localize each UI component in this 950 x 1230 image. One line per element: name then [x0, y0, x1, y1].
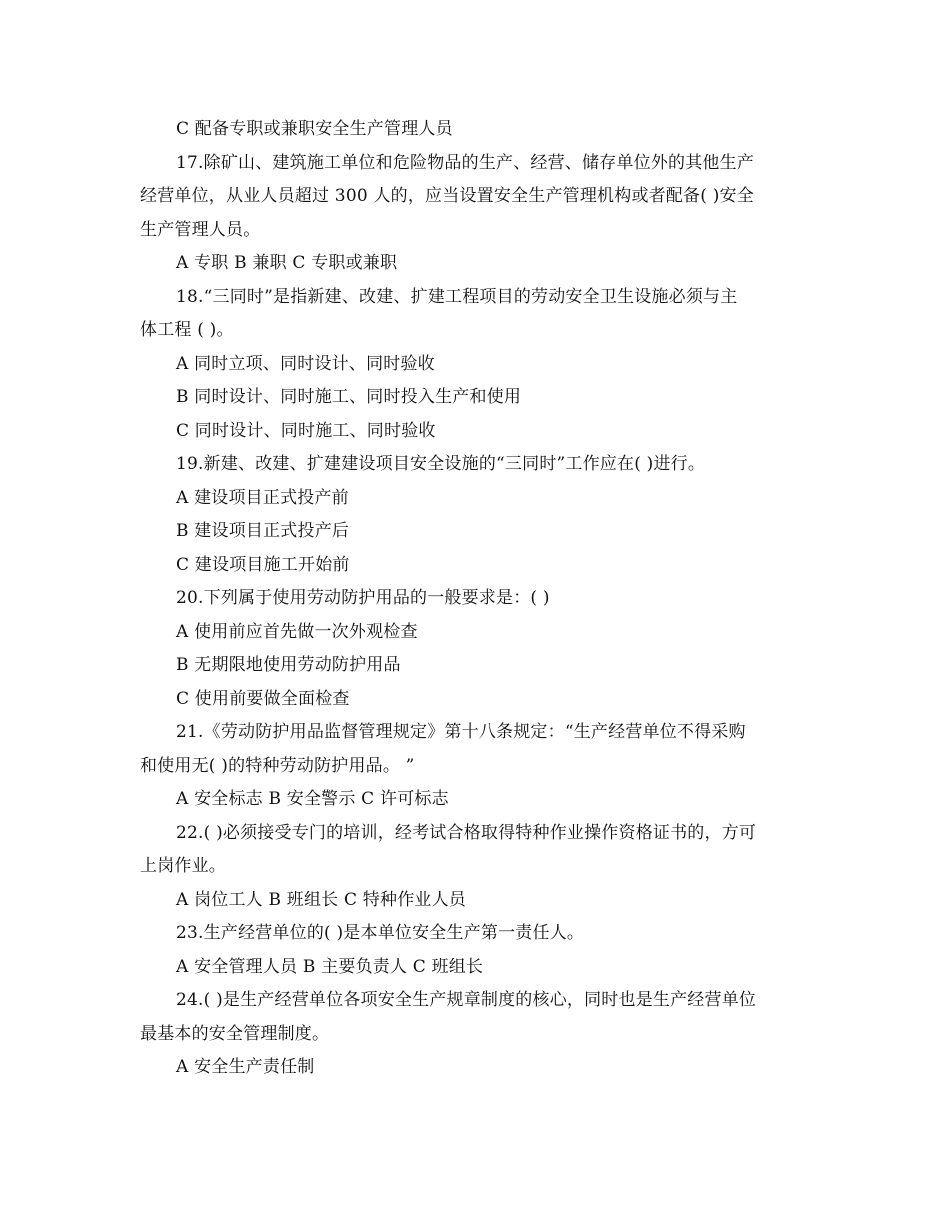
question-21-line-1: 21.《劳动防护用品监督管理规定》第十八条规定：“生产经营单位不得采购 — [176, 722, 746, 742]
question-23-options: A 安全管理人员 B 主要负责人 C 班组长 — [176, 956, 484, 977]
question-20-option-b: B 无期限地使用劳动防护用品 — [176, 655, 401, 675]
question-20-option-a: A 使用前应首先做一次外观检查 — [176, 621, 418, 642]
option-line: C 配备专职或兼职安全生产管理人员 — [176, 119, 453, 139]
question-19-option-c: C 建设项目施工开始前 — [176, 554, 350, 575]
question-19-option-b: B 建设项目正式投产后 — [176, 521, 350, 541]
question-24-option-a: A 安全生产责任制 — [176, 1057, 315, 1077]
question-18-option-a: A 同时立项、同时设计、同时验收 — [176, 353, 435, 374]
question-22-line-2: 上岗作业。 — [140, 856, 226, 876]
question-21-options: A 安全标志 B 安全警示 C 许可标志 — [176, 789, 449, 809]
question-17-line-3: 生产管理人员。 — [140, 219, 261, 240]
question-19: 19.新建、改建、扩建建设项目安全设施的“三同时”工作应在( )进行。 — [176, 454, 706, 474]
question-18-option-b: B 同时设计、同时施工、同时投入生产和使用 — [176, 387, 522, 407]
question-22-line-1: 22.( )必须接受专门的培训，经考试合格取得特种作业操作资格证书的，方可 — [176, 822, 757, 843]
question-17-line-1: 17.除矿山、建筑施工单位和危险物品的生产、经营、储存单位外的其他生产 — [176, 152, 755, 173]
question-17-line-2: 经营单位，从业人员超过 300 人的，应当设置安全生产管理机构或者配备( )安全 — [140, 186, 754, 206]
question-24-line-1: 24.( )是生产经营单位各项安全生产规章制度的核心，同时也是生产经营单位 — [176, 990, 757, 1010]
question-23: 23.生产经营单位的( )是本单位安全生产第一责任人。 — [176, 923, 585, 943]
question-19-option-a: A 建设项目正式投产前 — [176, 487, 349, 508]
question-24-line-2: 最基本的安全管理制度。 — [140, 1023, 330, 1044]
question-18-line-2: 体工程 ( )。 — [140, 320, 234, 340]
question-17-options: A 专职 B 兼职 C 专职或兼职 — [176, 253, 398, 273]
question-18-option-c: C 同时设计、同时施工、同时验收 — [176, 420, 436, 441]
question-20: 20.下列属于使用劳动防护用品的一般要求是：( ) — [176, 588, 550, 608]
question-22-options: A 岗位工人 B 班组长 C 特种作业人员 — [176, 889, 466, 910]
question-21-line-2: 和使用无( )的特种劳动防护用品。 ” — [140, 755, 415, 776]
question-20-option-c: C 使用前要做全面检查 — [176, 688, 350, 709]
question-18-line-1: 18.“三同时”是指新建、改建、扩建工程项目的劳动安全卫生设施必须与主 — [176, 286, 738, 307]
document-body — [140, 113, 815, 1085]
